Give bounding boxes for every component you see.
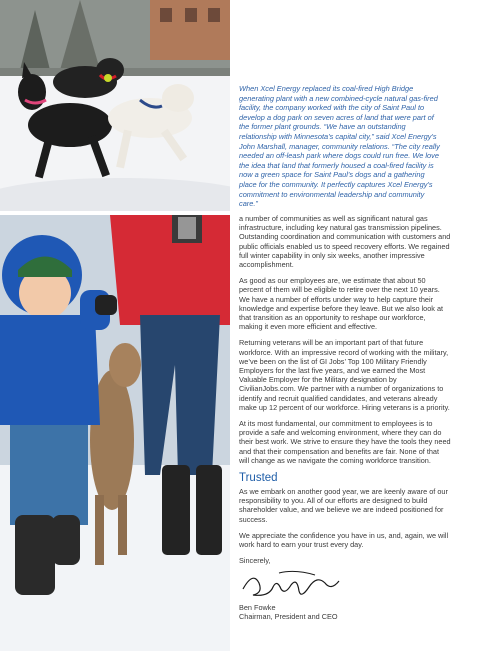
closing-salutation: Sincerely, [239,556,271,566]
child-with-dog-photo [0,215,230,651]
child-dog-illustration [0,215,230,651]
paragraph: As good as our employees are, we estimate that about 50 percent of them will be eligible to retire over the next 10 years. We have a number of efforts under way to help capture their knowledge and expertise before they leave. But we also look at that transition as an opportunity to reshape our workforce, making it even more efficient and effective. [239,276,444,332]
paragraph: a number of communities as well as significant natural gas infrastructure, including key natural gas transmission pipelines. Outstanding coordination and communication with customers and public officials enabled us to speed recovery efforts. We regained full winter capability in only six weeks, another impressive accomplishment. [239,214,451,270]
signer-name: Ben Fowke [239,602,276,612]
dogs-illustration [0,0,230,211]
paragraph: Returning veterans will be an important part of that future workforce. With an impressive record of working with the military, we’ve been on the list of GI Jobs’ Top 100 Military Friendly Employers for the last five years, and we earned the Most Valuable Employer for the Military designation by CivilianJobs.com. We partner with a number of organizations to identify and recruit qualified candidates, and veterans already make up 12 percent of our workforce. Hiring veterans is a priority. [239,338,450,412]
signer-title: Chairman, President and CEO [239,611,338,621]
photo-caption: When Xcel Energy replaced its coal-fired High Bridge generating plant with a new combined-cycle natural gas-fired facility, the company worked with the city of Saint Paul to develop a dog park on seven acres of land that were part of the former plant grounds. “We have an outstanding relationship with Minnesota’s capital city,” said Xcel Energy’s John Marshall, manager, community relations. “The city really needed an off-leash park where dogs could run free. We love the idea that land that formerly housed a coal-fired facility is now a green space for Saint Paul’s dogs and a gathering place for the community. It perfectly captures Xcel Energy’s commitment to environmental leadership and community care.” [239,84,440,209]
handwritten-signature [239,567,349,601]
paragraph: At its most fundamental, our commitment to employees is to provide a safe and welcoming environment, where they can do their best work. We strive to ensure they have the tools they need and that their compensation and benefits are fair. None of that will change as we navigate the coming workforce transition. [239,419,451,465]
section-heading-trusted: Trusted [239,472,278,485]
dogs-in-snow-photo [0,0,230,211]
paragraph: As we embark on another good year, we are keenly aware of our responsibility to you. All of our efforts are designed to build shareholder value, and we believe we are indeed positioned for success. [239,487,448,524]
paragraph: We appreciate the confidence you have in us, and, again, we will work hard to earn your trust every day. [239,530,449,550]
letter-body [239,214,451,621]
